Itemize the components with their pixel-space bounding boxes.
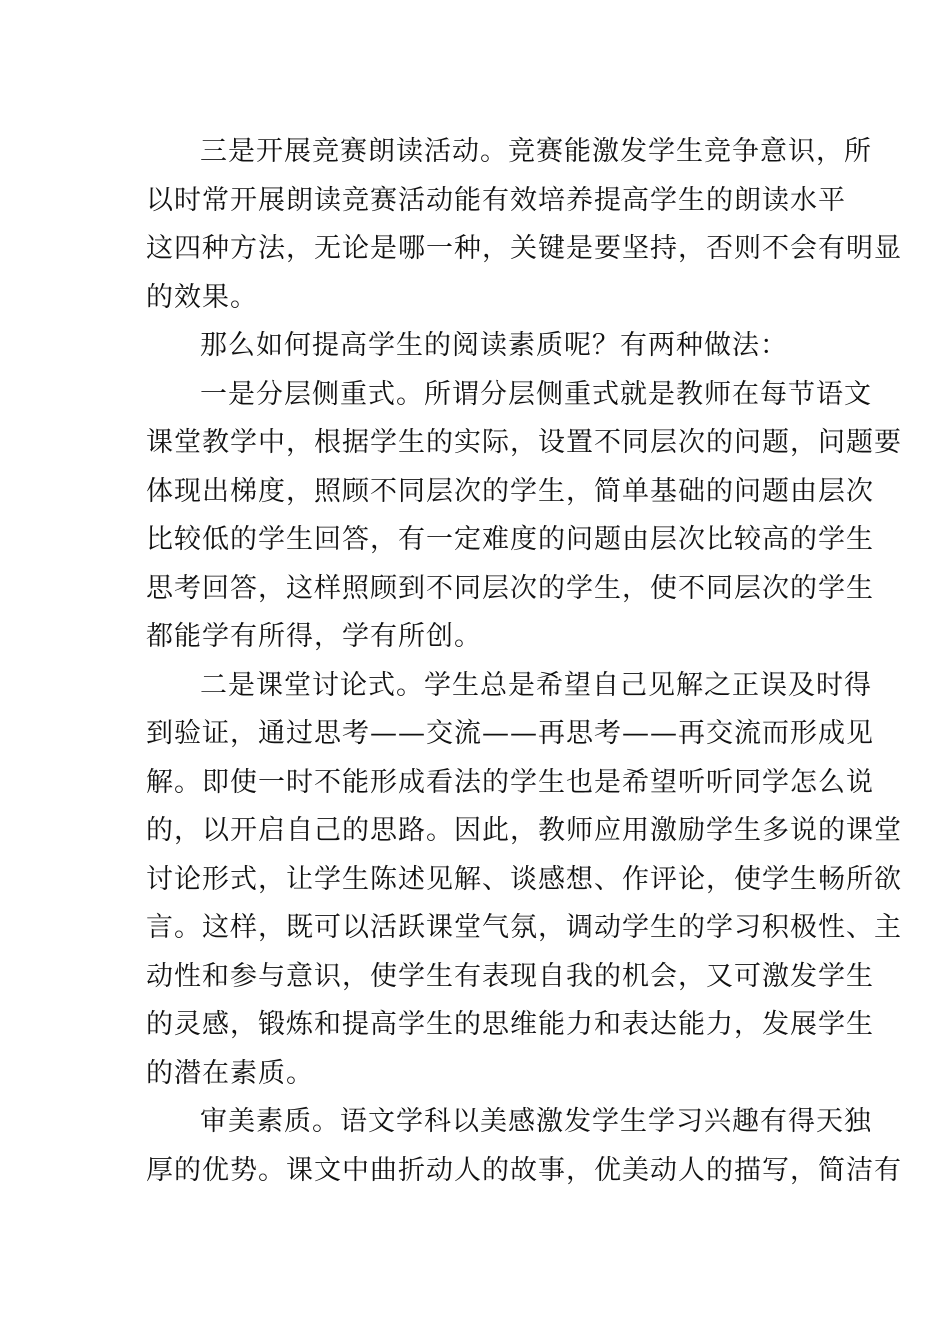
- document-body: [146, 128, 902, 1195]
- text-line: 的潜在素质。: [146, 1057, 314, 1089]
- text-line: 的效果。: [146, 281, 258, 313]
- text-line: 思考回答，这样照顾到不同层次的学生，使不同层次的学生: [146, 572, 874, 604]
- text-line: 动性和参与意识，使学生有表现自我的机会，又可激发学生: [146, 960, 874, 992]
- text-line: 那么如何提高学生的阅读素质呢？有两种做法：: [200, 330, 788, 361]
- text-line: 比较低的学生回答，有一定难度的问题由层次比较高的学生: [146, 524, 874, 555]
- text-line: 的，以开启自己的思路。因此，教师应用激励学生多说的课堂: [146, 815, 902, 846]
- text-line: 都能学有所得，学有所创。: [146, 621, 482, 652]
- text-line: 一是分层侧重式。所谓分层侧重式就是教师在每节语文: [200, 378, 872, 410]
- text-line: 解。即使一时不能形成看法的学生也是希望听听同学怎么说: [146, 766, 874, 798]
- text-line: 以时常开展朗读竞赛活动能有效培养提高学生的朗读水平: [146, 184, 846, 216]
- text-line: 审美素质。语文学科以美感激发学生学习兴趣有得天独: [200, 1106, 872, 1137]
- text-line: 三是开展竞赛朗读活动。竞赛能激发学生竞争意识，所: [200, 136, 872, 167]
- text-line: 课堂教学中，根据学生的实际，设置不同层次的问题，问题要: [146, 427, 902, 458]
- text-line: 言。这样，既可以活跃课堂气氛，调动学生的学习积极性、主: [146, 912, 902, 943]
- text-line: 这四种方法，无论是哪一种，关键是要坚持，否则不会有明显: [146, 233, 902, 264]
- text-line: 二是课堂讨论式。学生总是希望自己见解之正误及时得: [200, 669, 872, 701]
- text-line: 厚的优势。课文中曲折动人的故事，优美动人的描写，简洁有: [146, 1154, 902, 1186]
- text-line: 讨论形式，让学生陈述见解、谈感想、作评论，使学生畅所欲: [146, 863, 902, 895]
- text-line: 到验证，通过思考——交流——再思考——再交流而形成见: [146, 718, 874, 749]
- text-line: 的灵感，锻炼和提高学生的思维能力和表达能力，发展学生: [146, 1009, 874, 1040]
- text-line: 体现出梯度，照顾不同层次的学生，简单基础的问题由层次: [146, 475, 874, 507]
